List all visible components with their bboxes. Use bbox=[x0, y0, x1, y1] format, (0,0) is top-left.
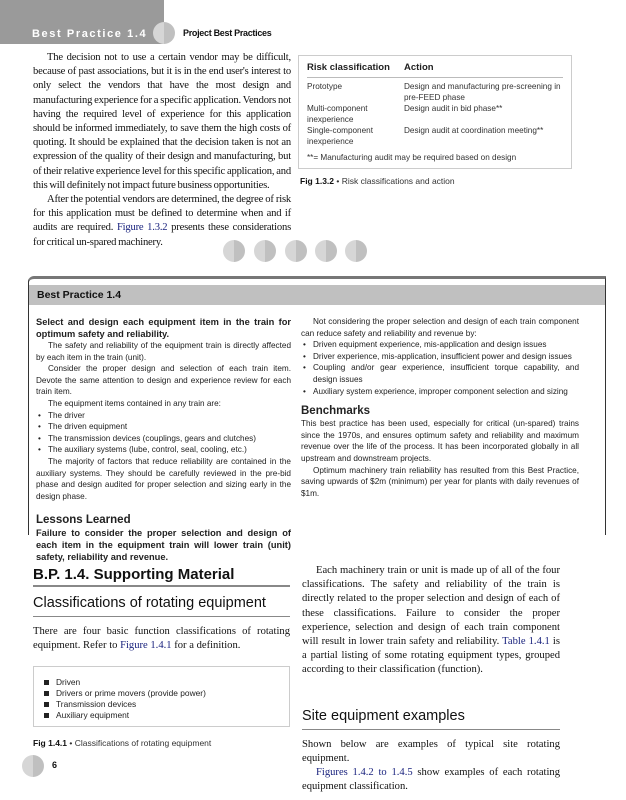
text: for a definition. bbox=[171, 640, 241, 652]
text: presents these considerations for critical un-spared machinery. bbox=[33, 222, 292, 248]
list-item: • Coupling and/or gear experience, insufficient torque capability, and design issues bbox=[301, 362, 579, 385]
issues-list bbox=[301, 339, 579, 397]
lessons-heading: Lessons Learned bbox=[36, 514, 131, 527]
paragraph: The safety and reliability of the equipment train is directly affected by each item in the train (unit). bbox=[36, 341, 291, 362]
circle-ornament bbox=[315, 240, 337, 262]
table-row bbox=[307, 82, 563, 103]
supporting-left bbox=[33, 566, 290, 653]
risk-classification-table bbox=[298, 55, 572, 169]
page-number-ornament bbox=[22, 755, 44, 777]
text: is a partial listing of some rotating equipment types, grouped according to their classification (function). bbox=[302, 636, 560, 676]
text: After the potential vendors are determined, the degree of risk for this application must be defined to determine when and if audits are required. bbox=[33, 194, 291, 234]
section-header-bar bbox=[0, 0, 164, 44]
cell: Prototype bbox=[307, 82, 343, 91]
column-header: Action bbox=[404, 62, 434, 73]
lessons-text: Failure to consider the proper selection and design of each item in the equipment train will lower train (unit) safety, reliability and revenue. bbox=[36, 528, 291, 563]
caption-text: Classifications of rotating equipment bbox=[74, 738, 212, 748]
section-label: Best Practice 1.4 bbox=[32, 28, 148, 40]
half-circle-ornament bbox=[153, 22, 175, 44]
subsection-title: Classifications of rotating equipment bbox=[33, 595, 290, 617]
paragraph: The equipment items contained in any train are: bbox=[48, 398, 221, 408]
paragraph: Not considering the proper selection and design of each train component can reduce safety and reliability and revenue by: bbox=[301, 317, 579, 338]
circle-ornament bbox=[345, 240, 367, 262]
figure-caption: Fig 1.3.2 • Risk classifications and action bbox=[300, 176, 455, 186]
text: There are four basic function classifications of rotating equipment. Refer to bbox=[33, 626, 290, 652]
figure-link[interactable]: Figure 1.4.1 bbox=[120, 640, 172, 652]
circle-ornament bbox=[223, 240, 245, 262]
figure-link[interactable]: Figure 1.3.2 bbox=[116, 222, 168, 234]
list-item: • The driven equipment bbox=[36, 421, 291, 433]
classification-figure bbox=[33, 666, 290, 727]
list-item: • The driver bbox=[36, 410, 291, 422]
text: Each machinery train or unit is made up of all of the four classifications. The safety and reliability of the train is directly related to the proper selection and design of each of these classifications. Failure to consider the proper experience, selection and design of each train component will result in lower train safety and reliability. bbox=[302, 565, 560, 648]
circle-ornament bbox=[285, 240, 307, 262]
table-row bbox=[307, 126, 563, 147]
paragraph bbox=[302, 564, 560, 678]
list-item: • The auxiliary systems (lube, control, seal, cooling, etc.) bbox=[36, 444, 291, 456]
list-item: Drivers or prime movers (provide power) bbox=[42, 688, 281, 699]
section-title: B.P. 1.4. Supporting Material bbox=[33, 566, 290, 587]
subsection-title: Site equipment examples bbox=[302, 708, 560, 730]
paragraph: The majority of factors that reduce reliability are contained in the auxiliary systems. They should be carefully reviewed in the pre-bid phase and design audited for proper selection and sizing early in the design phase. bbox=[36, 456, 291, 501]
paragraph bbox=[33, 625, 290, 653]
caption-label: Fig 1.3.2 bbox=[300, 176, 335, 186]
circle-ornament bbox=[254, 240, 276, 262]
list-item: • The transmission devices (couplings, gears and clutches) bbox=[36, 433, 291, 445]
caption-label: Fig 1.4.1 bbox=[33, 738, 68, 748]
paragraph: Shown below are examples of typical site rotating equipment. bbox=[302, 738, 560, 764]
running-title: Project Best Practices bbox=[183, 28, 272, 38]
cell: Design audit in bid phase** bbox=[404, 104, 503, 113]
benchmarks-heading: Benchmarks bbox=[301, 405, 371, 418]
paragraph: Optimum machinery train reliability has resulted from this Best Practice, saving upwards of $2m (minimum) per year for plants with daily revenues of $1m. bbox=[301, 465, 579, 498]
paragraph bbox=[302, 766, 560, 794]
table-header bbox=[307, 60, 563, 78]
intro-paragraph-2 bbox=[33, 193, 291, 250]
paragraph: This best practice has been used, especially for critical (un-spared) trains since the 1970s, and ensures optimum safety and reliability and maximum revenue over the life of the process. It has been incorporated globally in all upstream and downstream projects. bbox=[301, 419, 579, 463]
cell: Design audit at coordination meeting** bbox=[404, 126, 544, 135]
lead-statement: Select and design each equipment item in the train for optimum safety and reliability. bbox=[36, 317, 291, 339]
column-header: Risk classification bbox=[307, 62, 390, 73]
caption-text: Risk classifications and action bbox=[341, 176, 455, 186]
best-practice-right-column bbox=[301, 316, 579, 499]
list-item: • Driver experience, mis-application, insufficient power and design issues bbox=[301, 351, 579, 363]
best-practice-box bbox=[28, 276, 606, 563]
cell: Design and manufacturing pre-screening in pre-FEED phase bbox=[404, 82, 561, 102]
list-item: Auxiliary equipment bbox=[42, 710, 281, 721]
cell: Multi-component inexperience bbox=[307, 104, 368, 124]
paragraph: Consider the proper design and selection of each train item. Devote the same attention to design and experience review for each train item. bbox=[36, 364, 291, 397]
text: show examples of each rotating equipment classification. bbox=[302, 767, 561, 793]
page-number: 6 bbox=[52, 760, 58, 770]
figures-link[interactable]: Figures 1.4.2 to 1.4.5 bbox=[316, 767, 413, 779]
list-item: Transmission devices bbox=[42, 699, 281, 710]
intro-text bbox=[33, 51, 291, 250]
table-footnote: **= Manufacturing audit may be required based on design bbox=[307, 153, 517, 162]
figure-caption: Fig 1.4.1 • Classifications of rotating equipment bbox=[33, 738, 212, 748]
best-practice-left-column bbox=[36, 316, 291, 563]
list-item: Driven bbox=[42, 677, 281, 688]
list-item: • Auxiliary system experience, improper component selection and sizing bbox=[301, 386, 579, 398]
table-row bbox=[307, 104, 563, 125]
table-link[interactable]: Table 1.4.1 bbox=[502, 636, 550, 648]
list-item: • Driven equipment experience, mis-application and design issues bbox=[301, 339, 579, 351]
supporting-right bbox=[302, 564, 560, 794]
cell: Single-component inexperience bbox=[307, 126, 373, 146]
equipment-list bbox=[36, 410, 291, 456]
best-practice-title: Best Practice 1.4 bbox=[29, 285, 605, 305]
intro-paragraph-1: The decision not to use a certain vendor may be difficult, because of past associations, but it is in the end user's interest to only select the vendors that have the most design and manufacturing experience for a specific application. Vendors not having the required level of experience for this application should be informed immediately, to save them the high costs of quoting. It should be explained that the decision taken is not an expression of the quality of their design and manufacturing, but of their relative experience level for this specific application, and this will definitely not impact future business opportunities. bbox=[33, 52, 291, 191]
